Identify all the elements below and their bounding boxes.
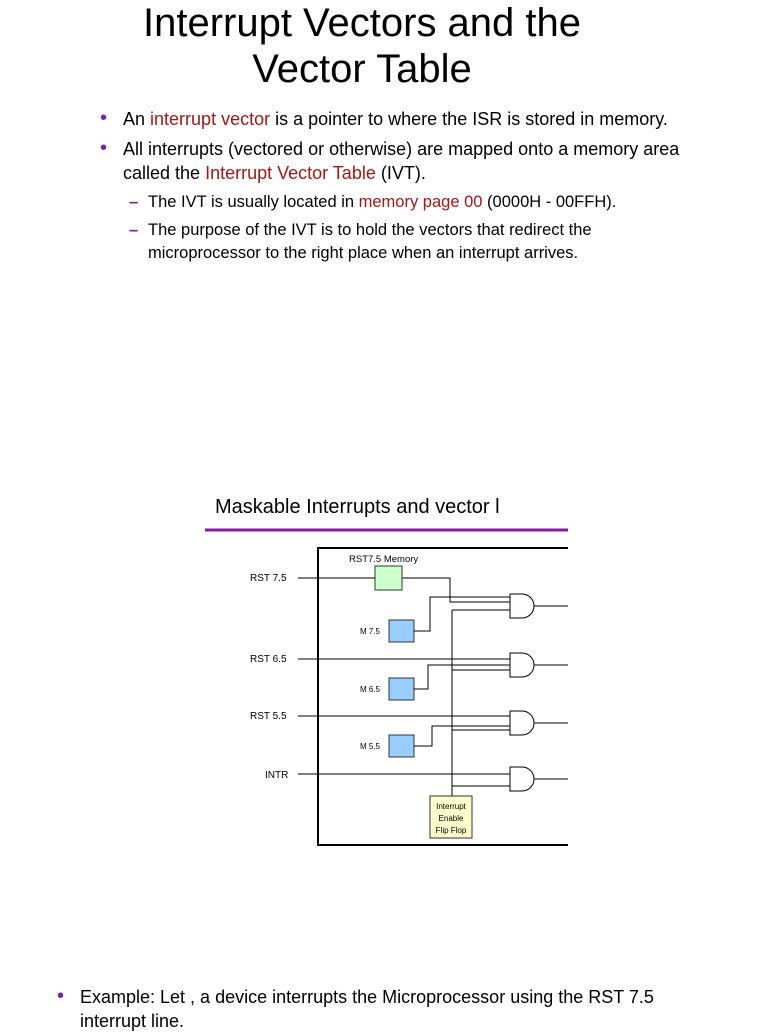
and-gate-1: [510, 594, 534, 618]
mask-box-m75: [389, 620, 414, 642]
sub-bullet-item: [100, 219, 690, 265]
slide-title: [0, 0, 724, 92]
bullet-highlight: interrupt vector: [150, 109, 271, 129]
bullet-dot-icon: •: [100, 137, 108, 159]
bullet-dot-icon: •: [57, 985, 65, 1007]
bullet-highlight: Interrupt Vector Table: [205, 163, 376, 183]
dash-icon: –: [129, 193, 139, 211]
input-label-rst55: RST 5.5: [250, 711, 287, 722]
sub-bullet-text-post: (0000H - 00FFH).: [482, 193, 617, 211]
example-text: Example: Let , a device interrupts the Microprocessor using the RST 7.5 interrupt line.: [80, 987, 654, 1031]
and-gate-3: [510, 711, 534, 735]
title-line-2: Vector Table: [252, 47, 472, 91]
dash-icon: –: [129, 221, 139, 239]
mask-label-m75: M 7.5: [360, 627, 381, 636]
bullet-text-post: is a pointer to where the ISR is stored in memory.: [270, 109, 668, 129]
flipflop-label-3: Flip Flop: [435, 826, 467, 835]
flipflop-label-1: Interrupt: [436, 802, 466, 811]
sub-bullet-highlight: memory page 00: [358, 193, 483, 211]
diagram-title: Maskable Interrupts and vector l: [215, 496, 500, 518]
bullet-text-pre: All interrupts (vectored or otherwise) are mapped onto a memory area called the: [123, 139, 680, 183]
title-line-1: Interrupt Vectors and the: [142, 1, 582, 45]
bullet-list: [100, 107, 690, 270]
mask-label-m65: M 6.5: [360, 685, 381, 694]
and-gate-2: [510, 653, 534, 677]
bullet-dot-icon: •: [100, 107, 108, 129]
flipflop-label-2: Enable: [438, 814, 464, 823]
interrupt-diagram-svg: [200, 488, 568, 848]
mask-box-m65: [389, 678, 414, 700]
sub-bullet-text-pre: The IVT is usually located in: [148, 193, 359, 211]
memory-label: RST7.5 Memory: [349, 554, 419, 565]
sub-bullet-item: [100, 191, 690, 214]
rst75-memory-box: [375, 566, 402, 590]
input-label-rst65: RST 6.5: [250, 654, 287, 665]
sub-bullet-text: The purpose of the IVT is to hold the vectors that redirect the microprocessor to the right place when an interrupt arrives.: [148, 221, 592, 262]
interrupt-diagram: [200, 488, 568, 848]
example-bullet: [57, 985, 720, 1033]
bullet-text-post: (IVT).: [375, 163, 426, 183]
mask-box-m55: [389, 735, 414, 757]
input-label-rst75: RST 7.5: [250, 573, 287, 584]
input-label-intr: INTR: [265, 770, 289, 781]
bullet-text-pre: An: [123, 109, 151, 129]
mask-label-m55: M 5.5: [360, 742, 381, 751]
bullet-item: [100, 107, 690, 131]
and-gate-4: [510, 767, 534, 791]
bullet-item: [100, 137, 690, 185]
